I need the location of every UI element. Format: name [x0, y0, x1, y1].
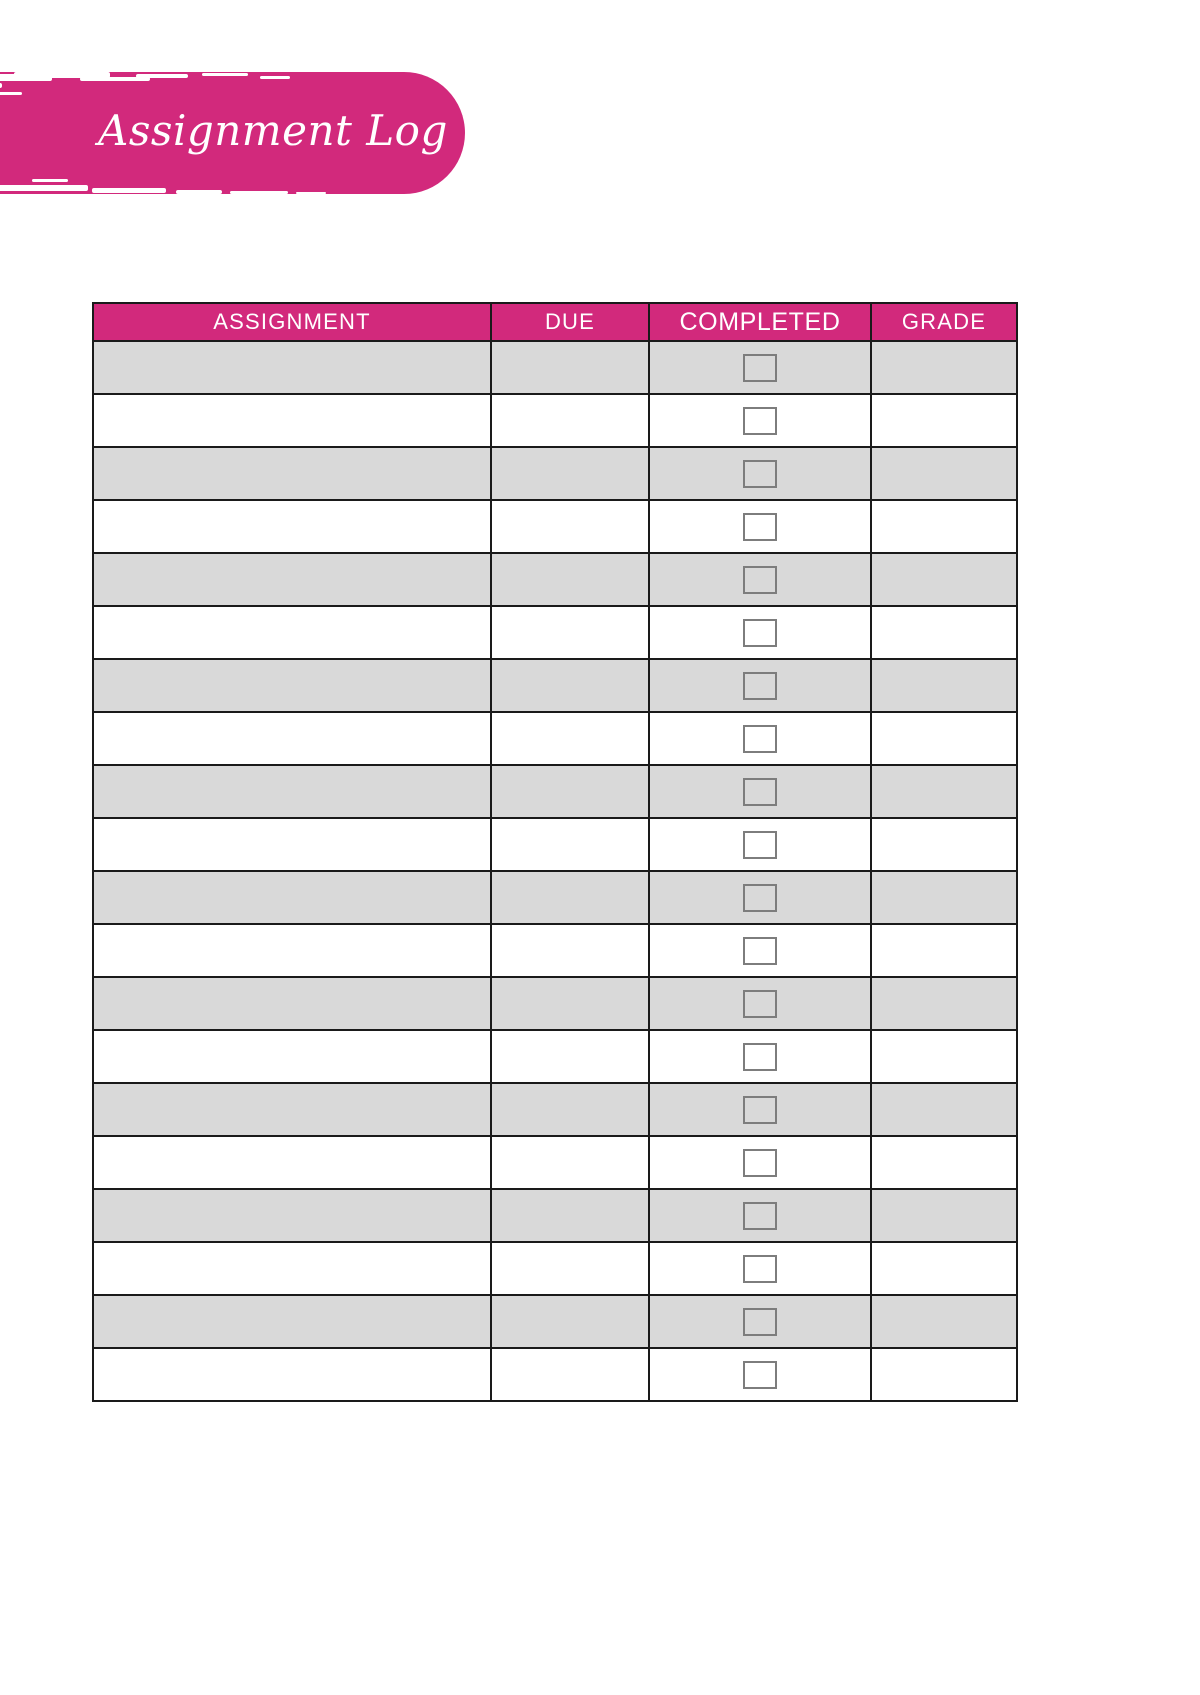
cell-assignment[interactable]	[93, 871, 491, 924]
cell-grade[interactable]	[871, 977, 1017, 1030]
completed-checkbox[interactable]	[743, 566, 777, 594]
brush-texture-streak	[32, 179, 68, 182]
cell-grade[interactable]	[871, 871, 1017, 924]
cell-grade[interactable]	[871, 1083, 1017, 1136]
table-row	[93, 818, 1017, 871]
column-header-assignment: ASSIGNMENT	[93, 303, 491, 341]
cell-assignment[interactable]	[93, 1030, 491, 1083]
cell-grade[interactable]	[871, 1348, 1017, 1401]
cell-assignment[interactable]	[93, 712, 491, 765]
cell-grade[interactable]	[871, 1295, 1017, 1348]
table-row	[93, 1083, 1017, 1136]
cell-due[interactable]	[491, 712, 649, 765]
cell-due[interactable]	[491, 606, 649, 659]
table-row	[93, 500, 1017, 553]
table-header-row	[93, 303, 1017, 341]
completed-checkbox[interactable]	[743, 725, 777, 753]
cell-grade[interactable]	[871, 765, 1017, 818]
cell-assignment[interactable]	[93, 606, 491, 659]
table-header	[93, 303, 1017, 341]
cell-due[interactable]	[491, 1136, 649, 1189]
table-row	[93, 924, 1017, 977]
completed-checkbox[interactable]	[743, 884, 777, 912]
cell-completed	[649, 447, 871, 500]
completed-checkbox[interactable]	[743, 990, 777, 1018]
cell-assignment[interactable]	[93, 977, 491, 1030]
brush-texture-streak	[0, 92, 22, 95]
cell-due[interactable]	[491, 977, 649, 1030]
cell-grade[interactable]	[871, 553, 1017, 606]
completed-checkbox[interactable]	[743, 1202, 777, 1230]
cell-due[interactable]	[491, 500, 649, 553]
table-row	[93, 1242, 1017, 1295]
assignment-log-table	[92, 302, 1018, 1402]
cell-completed	[649, 659, 871, 712]
cell-assignment[interactable]	[93, 765, 491, 818]
completed-checkbox[interactable]	[743, 1255, 777, 1283]
brush-texture-streak	[202, 73, 248, 76]
table-body	[93, 341, 1017, 1401]
cell-due[interactable]	[491, 447, 649, 500]
cell-grade[interactable]	[871, 500, 1017, 553]
cell-grade[interactable]	[871, 447, 1017, 500]
completed-checkbox[interactable]	[743, 1149, 777, 1177]
cell-completed	[649, 1295, 871, 1348]
cell-grade[interactable]	[871, 394, 1017, 447]
cell-completed	[649, 871, 871, 924]
column-header-completed: COMPLETED	[649, 303, 871, 341]
table-row	[93, 871, 1017, 924]
cell-due[interactable]	[491, 1083, 649, 1136]
cell-completed	[649, 1348, 871, 1401]
cell-assignment[interactable]	[93, 394, 491, 447]
completed-checkbox[interactable]	[743, 407, 777, 435]
cell-due[interactable]	[491, 1189, 649, 1242]
completed-checkbox[interactable]	[743, 1043, 777, 1071]
completed-checkbox[interactable]	[743, 513, 777, 541]
cell-due[interactable]	[491, 341, 649, 394]
cell-due[interactable]	[491, 394, 649, 447]
brush-texture-streak	[230, 191, 288, 194]
cell-assignment[interactable]	[93, 1083, 491, 1136]
cell-due[interactable]	[491, 871, 649, 924]
cell-assignment[interactable]	[93, 1348, 491, 1401]
cell-assignment[interactable]	[93, 1295, 491, 1348]
cell-completed	[649, 1030, 871, 1083]
cell-completed	[649, 765, 871, 818]
column-header-due: DUE	[491, 303, 649, 341]
table-row	[93, 1136, 1017, 1189]
completed-checkbox[interactable]	[743, 1096, 777, 1124]
cell-completed	[649, 500, 871, 553]
cell-assignment[interactable]	[93, 341, 491, 394]
table-row	[93, 659, 1017, 712]
cell-assignment[interactable]	[93, 1242, 491, 1295]
cell-grade[interactable]	[871, 1242, 1017, 1295]
brush-texture-streak	[176, 190, 222, 194]
brush-texture-streak	[136, 74, 188, 78]
brush-texture-streak	[296, 192, 326, 194]
table-row	[93, 1189, 1017, 1242]
cell-due[interactable]	[491, 1030, 649, 1083]
cell-due[interactable]	[491, 924, 649, 977]
cell-grade[interactable]	[871, 341, 1017, 394]
completed-checkbox[interactable]	[743, 937, 777, 965]
cell-assignment[interactable]	[93, 659, 491, 712]
cell-grade[interactable]	[871, 1136, 1017, 1189]
table-row	[93, 1295, 1017, 1348]
cell-grade[interactable]	[871, 1189, 1017, 1242]
cell-assignment[interactable]	[93, 1136, 491, 1189]
cell-due[interactable]	[491, 553, 649, 606]
table-row	[93, 341, 1017, 394]
cell-completed	[649, 1189, 871, 1242]
cell-grade[interactable]	[871, 924, 1017, 977]
cell-assignment[interactable]	[93, 500, 491, 553]
cell-grade[interactable]	[871, 659, 1017, 712]
table-row	[93, 394, 1017, 447]
cell-due[interactable]	[491, 1295, 649, 1348]
cell-completed	[649, 1136, 871, 1189]
cell-grade[interactable]	[871, 712, 1017, 765]
cell-due[interactable]	[491, 1348, 649, 1401]
table-row	[93, 1348, 1017, 1401]
brush-texture-streak	[92, 188, 166, 193]
table-row	[93, 1030, 1017, 1083]
header-banner	[0, 72, 465, 194]
cell-assignment[interactable]	[93, 447, 491, 500]
cell-assignment[interactable]	[93, 924, 491, 977]
brush-texture-streak	[260, 76, 290, 79]
cell-completed	[649, 1242, 871, 1295]
table-row	[93, 977, 1017, 1030]
cell-completed	[649, 977, 871, 1030]
cell-assignment[interactable]	[93, 1189, 491, 1242]
completed-checkbox[interactable]	[743, 1308, 777, 1336]
completed-checkbox[interactable]	[743, 831, 777, 859]
page-title: Assignment Log	[98, 106, 448, 155]
cell-grade[interactable]	[871, 606, 1017, 659]
cell-due[interactable]	[491, 659, 649, 712]
column-header-grade: GRADE	[871, 303, 1017, 341]
cell-due[interactable]	[491, 1242, 649, 1295]
completed-checkbox[interactable]	[743, 460, 777, 488]
cell-completed	[649, 924, 871, 977]
cell-completed	[649, 341, 871, 394]
completed-checkbox[interactable]	[743, 354, 777, 382]
table-row	[93, 447, 1017, 500]
completed-checkbox[interactable]	[743, 672, 777, 700]
cell-completed	[649, 606, 871, 659]
cell-due[interactable]	[491, 818, 649, 871]
cell-completed	[649, 394, 871, 447]
cell-assignment[interactable]	[93, 553, 491, 606]
cell-completed	[649, 818, 871, 871]
cell-assignment[interactable]	[93, 818, 491, 871]
completed-checkbox[interactable]	[743, 1361, 777, 1389]
cell-completed	[649, 712, 871, 765]
cell-completed	[649, 553, 871, 606]
table-row	[93, 553, 1017, 606]
completed-checkbox[interactable]	[743, 619, 777, 647]
cell-grade[interactable]	[871, 818, 1017, 871]
completed-checkbox[interactable]	[743, 778, 777, 806]
table-row	[93, 765, 1017, 818]
brush-texture-streak	[0, 185, 88, 191]
cell-grade[interactable]	[871, 1030, 1017, 1083]
cell-completed	[649, 1083, 871, 1136]
cell-due[interactable]	[491, 765, 649, 818]
table-row	[93, 606, 1017, 659]
table-row	[93, 712, 1017, 765]
